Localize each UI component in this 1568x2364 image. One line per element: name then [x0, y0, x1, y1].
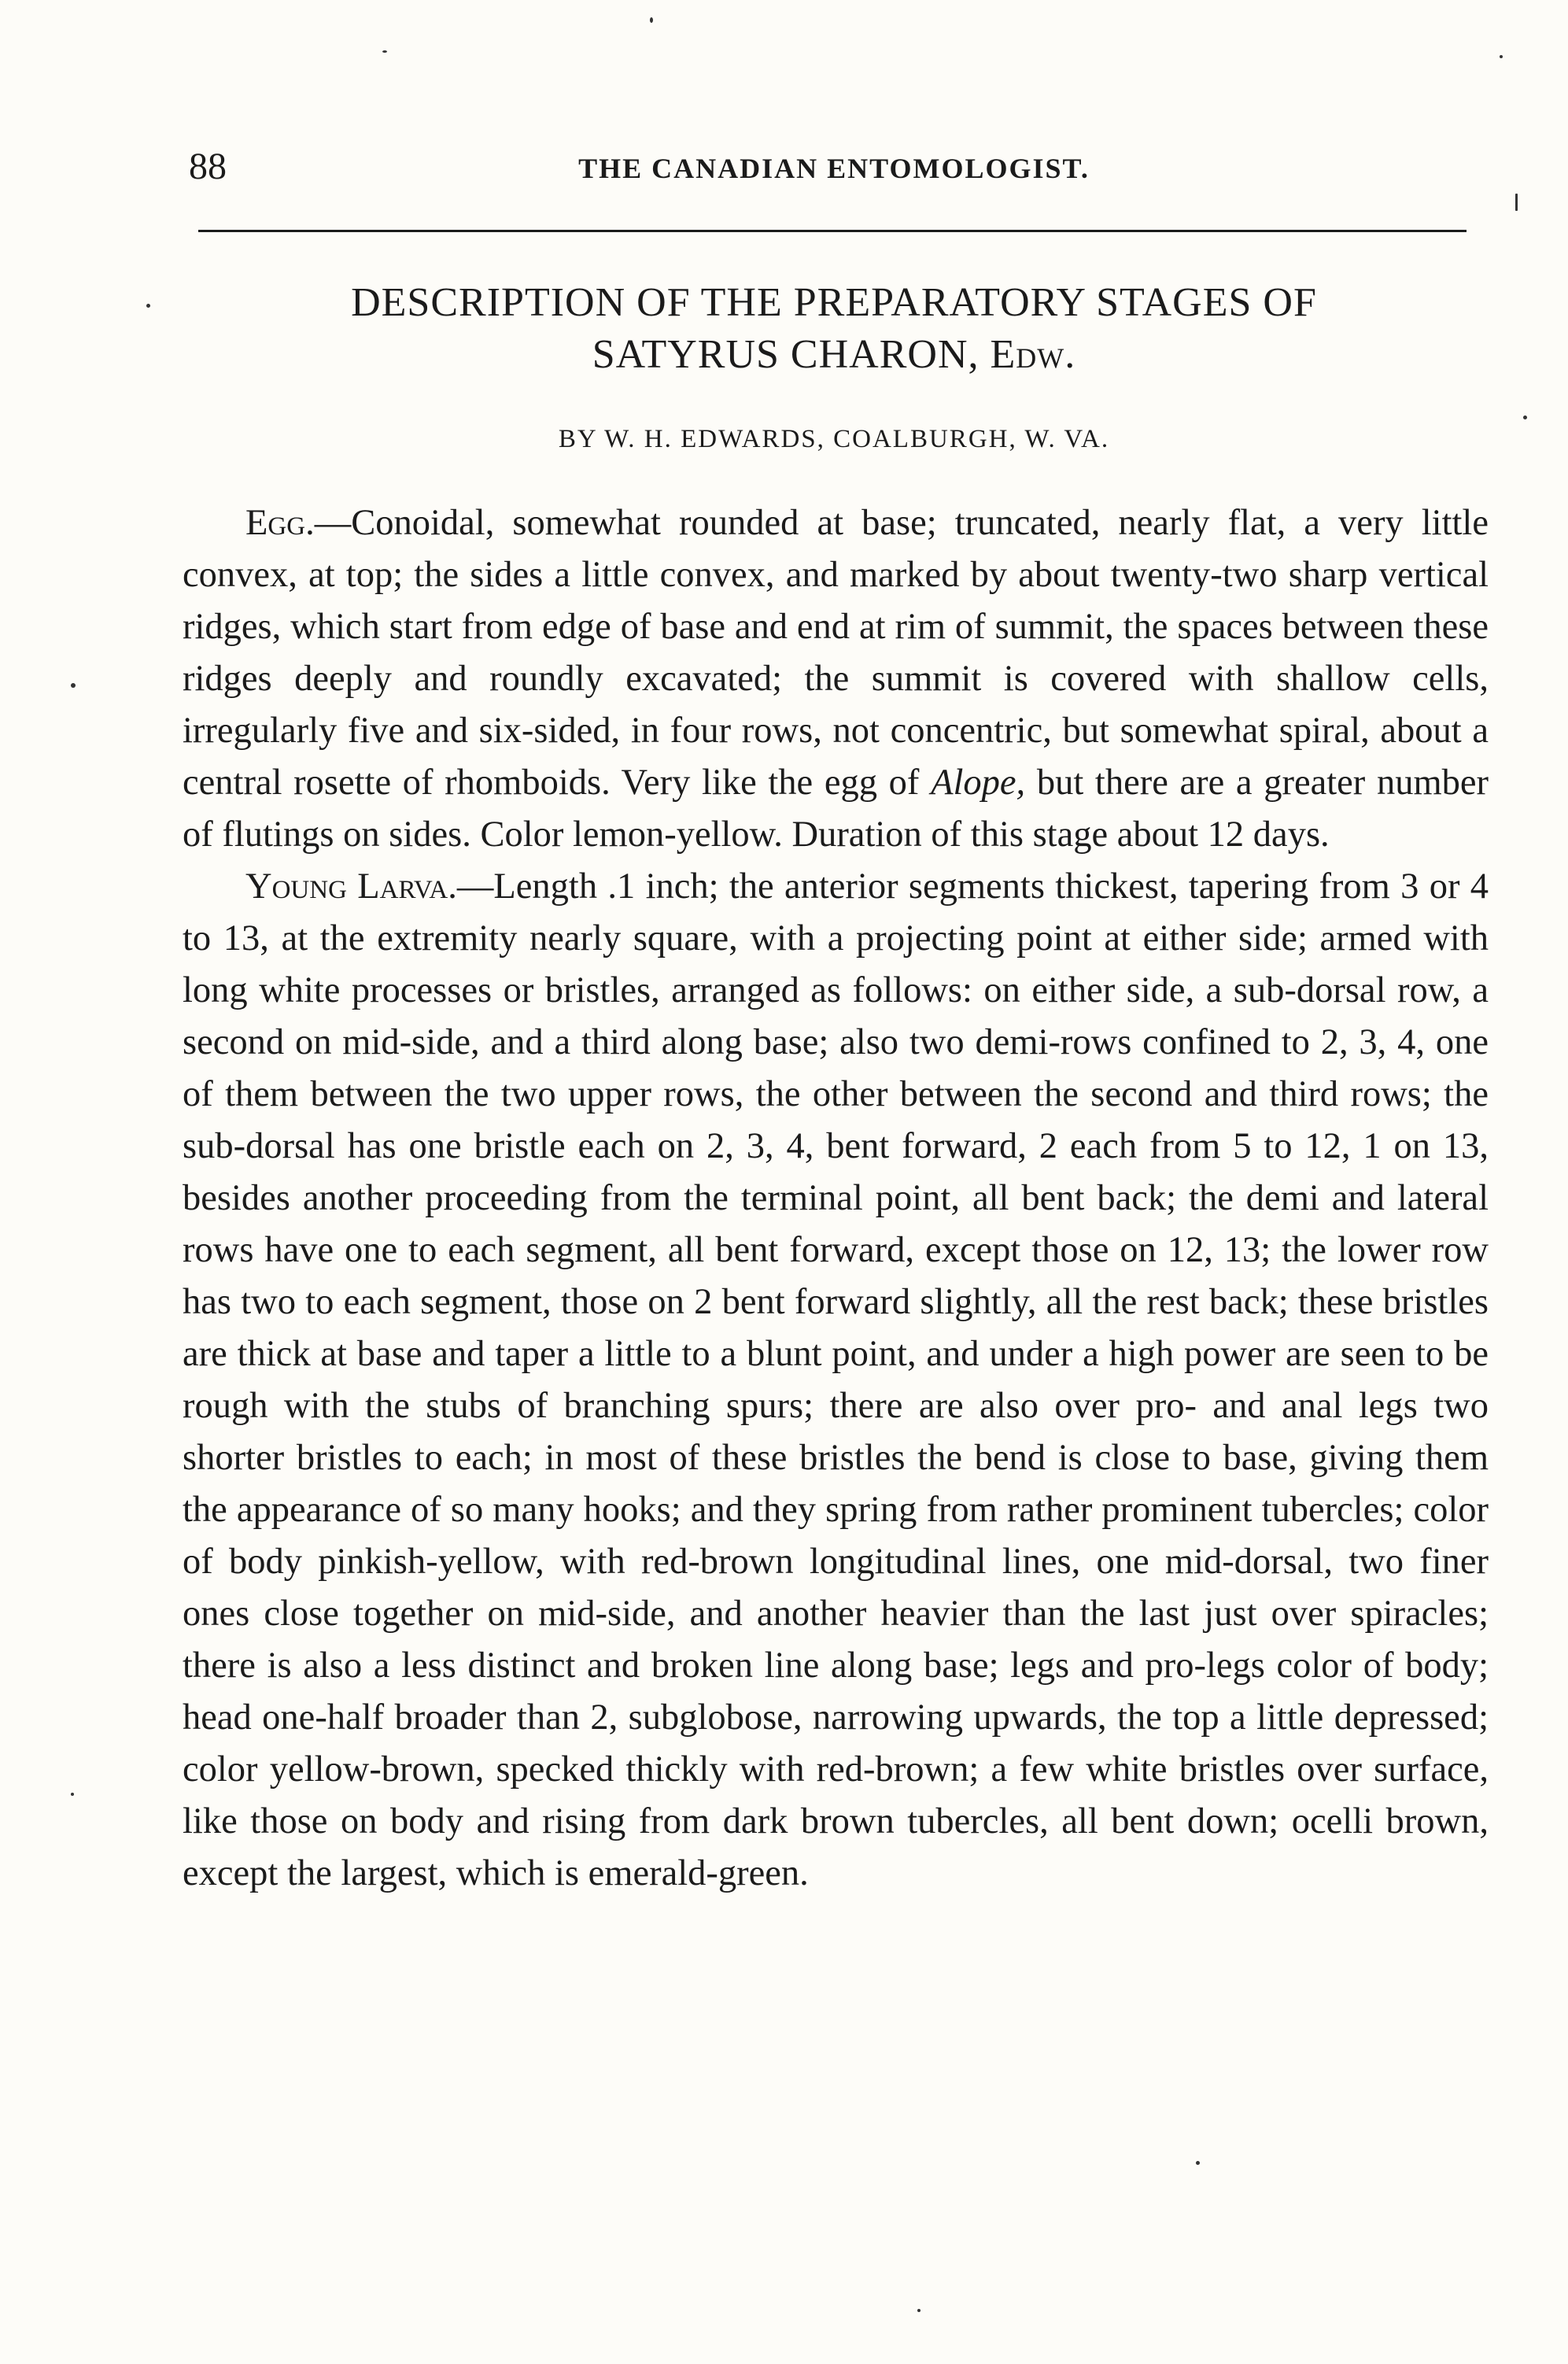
header-rule [198, 230, 1467, 232]
print-speck [382, 50, 387, 53]
page-number: 88 [189, 146, 227, 187]
article-title [189, 277, 1479, 381]
running-head [189, 143, 1479, 190]
paragraph-egg [183, 497, 1489, 861]
byline: BY W. H. EDWARDS, COALBURGH, W. VA. [558, 425, 1110, 453]
article-title-line-2 [189, 329, 1479, 381]
print-speck [71, 683, 76, 688]
print-speck [1500, 55, 1503, 58]
article-title-author-abbrev: Edw. [990, 332, 1076, 377]
article-title-species: SATYRUS CHARON, [592, 332, 991, 377]
paragraph-text-egg-part-1: —Conoidal, somewhat rounded at base; truncated, nearly flat, a very little convex, at top; the sides a little convex, and marked by about twenty-two sharp vertical ridges, which start from edge of base and end at rim of summit, the spaces between these ridges deeply and roundly excavated; the summit is covered with shallow cells, irregularly five and six-sided, in four rows, not concentric, but somewhat spiral, about a central rosette of rhomboids. Very like the egg of [183, 503, 1489, 803]
print-speck [1515, 194, 1518, 211]
print-speck [650, 17, 653, 23]
article-title-line-1: DESCRIPTION OF THE PREPARATORY STAGES OF [351, 280, 1317, 325]
italic-genus-name: Alope, [931, 763, 1026, 803]
article-body [183, 497, 1489, 1900]
print-speck [71, 1793, 74, 1796]
paragraph-text-egg-part-2: but there are a greater number of flutings on sides. Color lemon-yellow. Duration of this stage about 12 days. [183, 763, 1489, 855]
paragraph-young-larva [183, 861, 1489, 1900]
paragraph-lead-young-larva: Young Larva. [245, 866, 457, 907]
journal-title: THE CANADIAN ENTOMOLOGIST. [578, 153, 1090, 184]
paragraph-text-young-larva: —Length .1 inch; the anterior segments thickest, tapering from 3 or 4 to 13, at the extremity nearly square, with a projecting point at either side; armed with long white processes or bristles, arranged as follows: on either side, a sub-dorsal row, a second on mid-side, and a third along base; also two demi-rows confined to 2, 3, 4, one of them between the two upper rows, the other between the second and third rows; the sub-dorsal has one bristle each on 2, 3, 4, bent forward, 2 each from 5 to 12, 1 on 13, besides another proceeding from the terminal point, all bent back; the demi and lateral rows have one to each segment, all bent forward, except those on 12, 13; the lower row has two to each segment, those on 2 bent forward slightly, all the rest back; these bristles are thick at base and taper a little to a blunt point, and under a high power are seen to be rough with the stubs of branching spurs; there are also over pro- and anal legs two shorter bristles to each; in most of these bristles the bend is close to base, giving them the appearance of so many hooks; and they spring from rather prominent tubercles; color of body pinkish-yellow, with red-brown longitudinal lines, one mid-dorsal, two finer ones close together on mid-side, and another heavier than the last just over spiracles; there is also a less distinct and broken line along base; legs and pro-legs color of body; head one-half broader than 2, subglobose, narrowing upwards, the top a little depressed; color yellow-brown, specked thickly with red-brown; a few white bristles over surface, like those on body and rising from dark brown tubercles, all bent down; ocelli brown, except the largest, which is emerald-green. [183, 866, 1489, 1893]
print-speck [1523, 416, 1527, 419]
paragraph-lead-egg: Egg. [245, 503, 315, 543]
print-speck [917, 2309, 921, 2312]
print-speck [146, 304, 150, 308]
print-speck [1196, 2161, 1200, 2165]
